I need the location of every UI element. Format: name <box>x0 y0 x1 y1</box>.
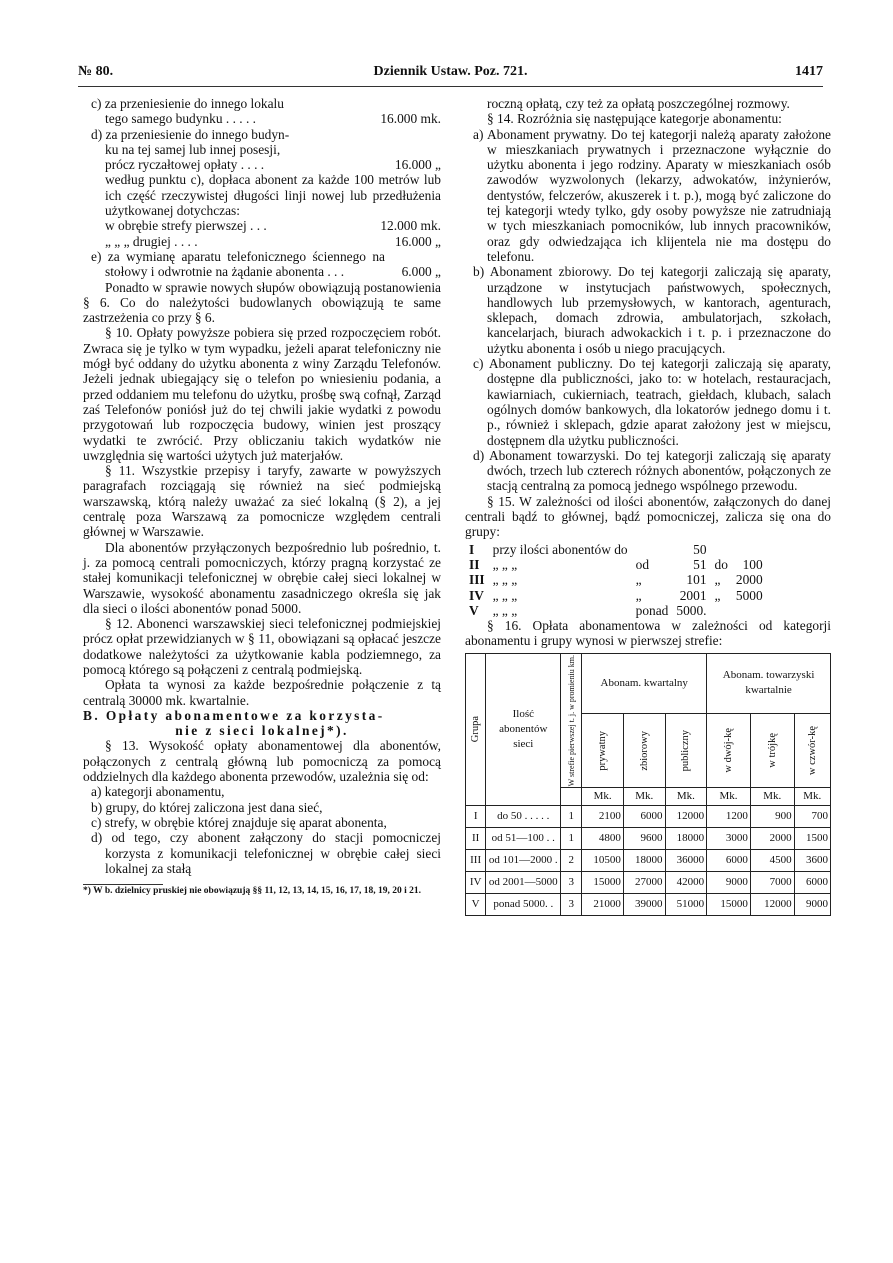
group-cell-d <box>732 542 767 557</box>
header-grupa: Grupa <box>470 716 481 743</box>
header-rule <box>78 86 823 87</box>
cell-fee: 4500 <box>750 850 794 872</box>
unit-cell: Mk. <box>665 788 707 806</box>
journal-title: Dziennik Ustaw. Poz. 721. <box>373 64 528 79</box>
header-publiczny: publiczny <box>680 729 692 772</box>
group-cell-t: „ „ „ <box>492 602 518 618</box>
group-cell-a: „ <box>635 572 642 588</box>
header-strefa: W strefie pierwszej t. j. w promieniu km. <box>566 654 576 787</box>
unit-cell: Mk. <box>794 788 830 806</box>
category-b: b) Abonament zbiorowy. Do tej kategorji zaliczają się aparaty, urządzone w instytucjach państwowych, społecznych, handlowych lub przemysłowych, w kantorach, agenturach, sklepach, domach zdrowia, ambulatorjach, szkołach, kancelarjach, biurach adwokackich i t. p. i przeznaczone do użytku abonenta i osób u niego pracujących. <box>473 264 831 356</box>
cell-grupa: I <box>466 806 486 828</box>
group-cell-b: 5000. <box>676 602 707 618</box>
category-c: c) Abonament publiczny. Do tej kategorji zaliczają się aparaty, dostępne dla publiczności, jako to: w hotelach, restauracjach, kawiarniach, cukierniach, teatrach, giełdach, klubach, salach ogólnych domów bankowych, dla lokatorów jednego domu i t. p., również i sklepach, gdzie aparat założony jest w miejscu, dostępnem dla użytku publiczności. <box>473 356 831 448</box>
section-14: § 14. Rozróżnia się następujące kategorje abonamentu: <box>487 111 782 127</box>
item-d-line3 <box>83 157 441 172</box>
table-row <box>466 894 831 916</box>
unit-cell: Mk. <box>582 788 624 806</box>
group-cell-c <box>711 603 732 618</box>
right-column <box>465 96 831 916</box>
group-cell-a: „ <box>635 587 642 603</box>
cell-grupa: II <box>466 828 486 850</box>
item-d-amount: 16.000 „ <box>394 157 441 173</box>
criteria-d: d) od tego, czy abonent załączony do stacji pomocniczej korzysta z komunikacji telefonicznej w obrębie całej sieci lokalnej za stałą <box>91 830 441 876</box>
cell-fee: 900 <box>750 806 794 828</box>
group-cell-a: ponad <box>635 602 669 618</box>
item-d-line1: d) za przeniesienie do innego budyn- <box>91 126 290 142</box>
page-number: 1417 <box>795 64 823 79</box>
cell-fee: 9000 <box>794 894 830 916</box>
cell-fee: 18000 <box>623 850 665 872</box>
item-c-text: tego samego budynku . . . . . <box>105 111 256 127</box>
group-cell-c <box>711 542 732 557</box>
cell-fee: 15000 <box>582 872 624 894</box>
cell-strefa: 3 <box>561 894 582 916</box>
item-d-zone1 <box>83 218 441 233</box>
header-towarzyski-title: Abonam. towarzyski <box>722 669 815 682</box>
cell-grupa: IV <box>466 872 486 894</box>
item-d-line4: według punktu c), dopłaca abonent za każde 100 metrów lub ich część rzeczywistej długości linji nowej lub przedłużenia użytkowanej dotychczas: <box>105 172 441 219</box>
cell-strefa: 3 <box>561 872 582 894</box>
header-towarzyski-sub: kwartalnie <box>745 684 792 697</box>
table-row <box>466 806 831 828</box>
group-cell-a: od <box>635 556 650 572</box>
section-15: § 15. W zależności od ilości abonentów, załączonych do danej centrali bądź to głównej, bądź pomocniczej, zalicza się ona do grupy: <box>465 493 831 540</box>
table-row <box>466 828 831 850</box>
cell-fee: 3000 <box>707 828 751 850</box>
paragraph-poles: Ponadto w sprawie nowych słupów obowiązują postanowienia § 6. Co do należytości budowlanych obowiązują te same zastrzeżenia co przy § 6. <box>83 279 441 326</box>
table-row <box>466 872 831 894</box>
group-cell-b: 2001 <box>679 587 707 603</box>
section-12: § 12. Abonenci warszawskiej sieci telefonicznej podmiejskiej prócz opłat przewidzianych w § 11, obowiązani są opłacać jeszcze dodatkowe należytości za użytkowanie kabla podziemnego, za pomocą którego są połączeni z centralą podmiejską. <box>83 616 441 677</box>
section-13: § 13. Wysokość opłaty abonamentowej dla abonentów, połączonych z centralą główną lub pomocniczą za pomocą oddzielnych dla każdego abonenta przewodów, uzależnia się od: <box>83 738 441 785</box>
cell-fee: 7000 <box>750 872 794 894</box>
group-row <box>465 603 767 618</box>
cell-fee: 2000 <box>750 828 794 850</box>
cell-ilosc: od 2001—5000 <box>486 872 561 894</box>
cell-fee: 51000 <box>665 894 707 916</box>
unit-cell: Mk. <box>623 788 665 806</box>
zone1-text: w obrębie strefy pierwszej . . . <box>105 218 267 234</box>
zone2-amount: 16.000 „ <box>394 233 441 249</box>
section-12-cont: Opłata ta wynosi za każde bezpośrednie połączenie z tą centralą 30000 mk. kwartalnie. <box>83 677 441 708</box>
cell-fee: 21000 <box>582 894 624 916</box>
item-d-text: prócz ryczałtowej opłaty . . . . <box>105 157 265 173</box>
header-dwojke: w dwój-kę <box>722 728 734 773</box>
group-cell-g: IV <box>469 587 484 603</box>
section-b-heading-cont: nie z sieci lokalnej*). <box>175 723 349 739</box>
header-prywatny: prywatny <box>596 730 608 771</box>
unit-cell: Mk. <box>750 788 794 806</box>
group-cell-b: 101 <box>686 572 707 588</box>
cell-fee: 9600 <box>623 828 665 850</box>
cell-strefa: 1 <box>561 806 582 828</box>
group-cell-b: 51 <box>693 556 707 572</box>
group-row <box>465 557 767 572</box>
unit-cell: Mk. <box>707 788 751 806</box>
group-cell-c: „ <box>714 587 721 603</box>
cell-fee: 6000 <box>707 850 751 872</box>
page-header <box>78 64 823 86</box>
group-row <box>465 542 767 557</box>
item-e-text: e) za wymianę aparatu telefonicznego ściennego na stołowy i odwrotnie na żądanie abonenta . . . <box>91 248 385 280</box>
group-cell-g: I <box>469 541 475 557</box>
cell-fee: 12000 <box>665 806 707 828</box>
cell-ilosc: od 51—100 . . <box>486 828 561 850</box>
group-cell-d <box>732 603 767 618</box>
header-towarzyski <box>707 653 831 713</box>
group-cell-c: „ <box>714 572 721 588</box>
fee-table <box>465 653 831 917</box>
group-cell-t: „ „ „ <box>492 587 518 603</box>
criteria-c: c) strefy, w obrębie której znajduje się aparat abonenta, <box>91 814 387 830</box>
section-11-cont: Dla abonentów przyłączonych bezpośrednio lub pośrednio, t. j. za pomocą centrali pomocniczych, którzy pragną korzystać ze stałej komunikacji telefonicznej w obrębie całej sieci lokalnej w Warszawie, wysokość abonamentu zasadniczego określa się jak dla sieci o ilości abonentów ponad 5000. <box>83 539 441 616</box>
cell-ilosc: od 101—2000 . <box>486 850 561 872</box>
category-a: a) Abonament prywatny. Do tej kategorji należą aparaty założone w mieszkaniach prywatnych i przeznaczone wyłącznie do użytku abonenta i jego rodziny. Aparaty w mieszkaniach osób zawodów wyzwolonych (lekarzy, adwokatów, inżynierów, dentystów, felczerów, akuszerek i t. p.), mogą być zaliczone do tej kategorji wtedy tylko, gdy osoby powyższe nie zatrudniają w tych mieszkaniach pomocników, lub innych pracowników, oraz gdy odwiedzająca ich klijentela nie ma dostępu do telefonu. <box>473 126 831 264</box>
group-cell-g: II <box>469 556 480 572</box>
item-d-zone2 <box>83 234 441 249</box>
cell-ilosc: ponad 5000. . <box>486 894 561 916</box>
item-e <box>83 249 441 280</box>
item-e-amount: 6.000 „ <box>401 264 441 280</box>
cell-fee: 27000 <box>623 872 665 894</box>
cell-fee: 10500 <box>582 850 624 872</box>
cell-fee: 2100 <box>582 806 624 828</box>
header-zbiorowy: zbiorowy <box>638 730 650 771</box>
group-cell-a <box>632 542 673 557</box>
zone1-amount: 12.000 mk. <box>380 218 441 234</box>
cell-strefa: 1 <box>561 828 582 850</box>
item-c-line1: c) za przeniesienie do innego lokalu <box>91 96 284 111</box>
group-cell-g: V <box>469 602 479 618</box>
issue-number: № 80. <box>78 64 114 79</box>
zone2-text: „ „ „ drugiej . . . . <box>105 233 198 249</box>
group-cell-t: „ „ „ <box>492 572 518 588</box>
group-cell-d: 2000 <box>735 572 763 588</box>
group-cell-c: do <box>714 556 728 572</box>
group-cell-g: III <box>469 572 485 588</box>
cell-grupa: V <box>466 894 486 916</box>
header-ilosc: Ilość abonentów sieci <box>486 653 561 806</box>
header-czworke: w czwór-kę <box>806 726 818 776</box>
section-16: § 16. Opłata abonamentowa w zależności od kategorji abonamentu i grupy wynosi w pierwszej strefie: <box>465 618 831 649</box>
cell-fee: 15000 <box>707 894 751 916</box>
category-d: d) Abonament towarzyski. Do tej kategorji zaliczają się aparaty dwóch, trzech lub czterech różnych abonentów, połączonych ze stacją centralną za pomocą jednego wspólnego przewodu. <box>473 447 831 494</box>
footnote: *) W b. dzielnicy pruskiej nie obowiązują §§ 11, 12, 13, 14, 15, 16, 17, 18, 19, 20 i 21. <box>83 886 421 897</box>
cell-fee: 18000 <box>665 828 707 850</box>
section-10: § 10. Opłaty powyższe pobiera się przed rozpoczęciem robót. Zwraca się je tylko w tym wypadku, jeżeli aparat telefoniczny nie mógł być oddany do użytku abonenta z winy Zarządu Telefonów. Jeżeli jednak ubiegający się o telefon po wniesieniu podania, a przed oddaniem mu telefonu do użytku, prośbę swą cofnął, Zarząd zaś Telefonów poniósł już do tej chwili jakie wydatki z powodu przygotowań lub rozpoczęcia budowy, winien jest proszący wydatki te zwrócić. Przy obliczaniu takich wydatków nie uwzględnia się wartości użytych już materjałów. <box>83 325 441 463</box>
group-row <box>465 588 767 603</box>
cell-fee: 9000 <box>707 872 751 894</box>
section-b-heading: B. Opłaty abonamentowe za korzysta- <box>83 707 385 723</box>
group-cell-d: 100 <box>742 556 763 572</box>
cell-fee: 42000 <box>665 872 707 894</box>
item-d-line2: ku na tej samej lub innej posesji, <box>105 141 281 157</box>
continuation: roczną opłatą, czy też za opłatą poszczególnej rozmowy. <box>487 96 790 111</box>
header-trojke: w trójkę <box>766 733 778 768</box>
item-c-amount: 16.000 mk. <box>380 111 441 127</box>
cell-fee: 700 <box>794 806 830 828</box>
cell-grupa: III <box>466 850 486 872</box>
cell-fee: 4800 <box>582 828 624 850</box>
cell-strefa: 2 <box>561 850 582 872</box>
table-row <box>466 850 831 872</box>
cell-fee: 3600 <box>794 850 830 872</box>
group-cell-b: 50 <box>693 541 707 557</box>
cell-fee: 6000 <box>794 872 830 894</box>
cell-fee: 12000 <box>750 894 794 916</box>
group-row <box>465 572 767 587</box>
criteria-a: a) kategorji abonamentu, <box>91 784 225 800</box>
group-cell-d: 5000 <box>735 587 763 603</box>
item-c-line2 <box>83 111 441 126</box>
cell-fee: 1500 <box>794 828 830 850</box>
cell-fee: 39000 <box>623 894 665 916</box>
group-cell-t: przy ilości abonentów do <box>492 541 628 557</box>
cell-ilosc: do 50 . . . . . <box>486 806 561 828</box>
cell-fee: 36000 <box>665 850 707 872</box>
unit-blank <box>561 788 582 806</box>
group-list <box>465 542 767 618</box>
section-11: § 11. Wszystkie przepisy i taryfy, zawarte w powyższych paragrafach rozciągają się również na sieć podmiejską warszawską, którą należy uważać za sieć lokalną (§ 2), a jej centralę poza Warszawą za pomocnicze względem centrali głównej w Warszawie. <box>83 463 441 540</box>
criteria-b: b) grupy, do której zaliczona jest dana sieć, <box>91 799 323 815</box>
cell-fee: 6000 <box>623 806 665 828</box>
header-kwartalny: Abonam. kwartalny <box>582 653 707 713</box>
group-cell-t: „ „ „ <box>492 556 518 572</box>
left-column <box>83 96 441 897</box>
cell-fee: 1200 <box>707 806 751 828</box>
